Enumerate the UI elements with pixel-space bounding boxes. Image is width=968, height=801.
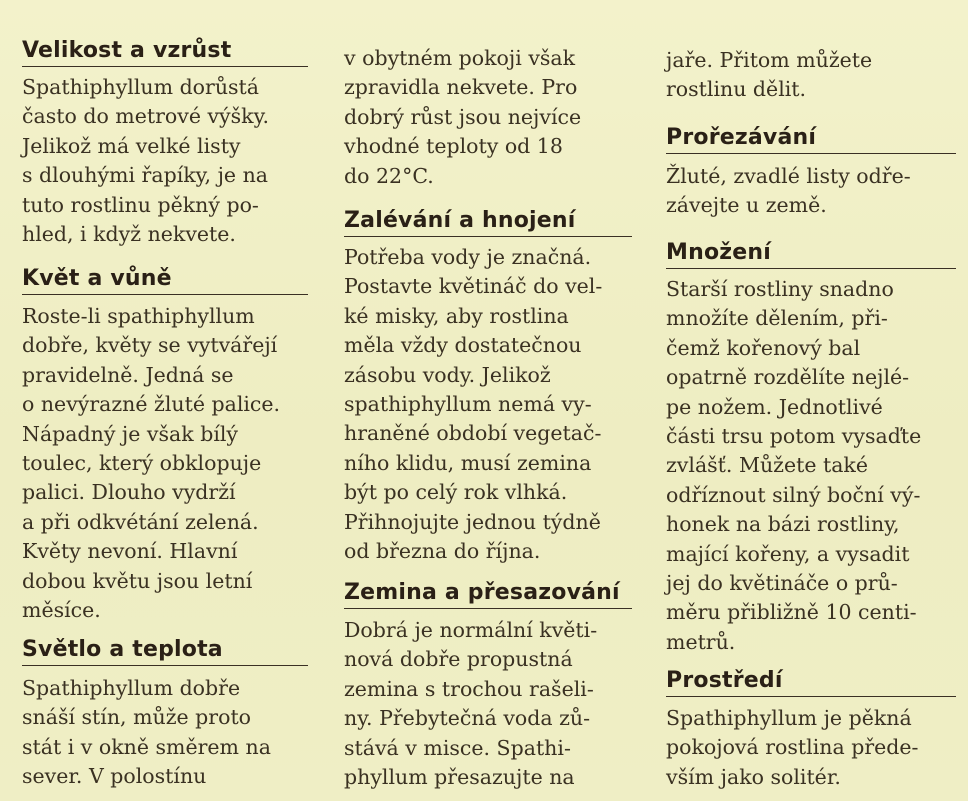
text-line: měla vždy dostatečnou [344,333,582,358]
text-line: vhodné teploty od 18 [344,134,563,159]
heading-prostredi: Prostředí [666,668,956,697]
text-line: ny. Přebytečná voda zů- [344,706,591,731]
text-line: opatrně rozdělíte nejlé- [666,365,910,390]
text-line: Potřeba vody je značná. [344,245,592,269]
text-line: v obytném pokoji však [344,46,576,70]
text-mnozeni [666,275,956,657]
text-svetlo [22,674,308,792]
text-line: dobrý růst jsou nejvíce [344,104,582,129]
heading-kvet: Květ a vůně [22,266,308,295]
text-line: metrů. [666,629,736,654]
text-zalevani [344,243,632,566]
text-line: od března do října. [344,539,541,564]
text-line: nová dobře propustná [344,647,573,672]
text-line: dobře, květy se vytvářejí [22,333,278,358]
text-line: Jelikož má velké listy [22,133,241,158]
text-line: Nápadný je však bílý [22,421,239,446]
text-line: s dlouhými řapíky, je na [22,163,268,188]
text-line: pokojová rostlina přede- [666,735,919,760]
text-line: pe nožem. Jednotlivé [666,394,883,419]
text-velikost [22,73,308,249]
text-line: měsíce. [22,598,101,623]
text-line: Spathiphyllum dorůstá [22,75,260,99]
heading-svetlo: Světlo a teplota [22,637,308,666]
text-line: Spathiphyllum dobře [22,676,241,700]
heading-mnozeni: Množení [666,240,956,269]
heading-zalevani: Zalévání a hnojení [344,208,632,237]
text-line: phyllum přesazujte na [344,765,575,790]
text-zemina-cont [666,46,956,105]
text-line: hraněné období vegetač- [344,421,602,446]
text-line: dobou květu jsou letní [22,568,253,593]
text-line: tuto rostlinu pěkný po- [22,192,259,217]
text-kvet [22,302,308,625]
text-line: množíte dělením, při- [666,306,888,331]
text-svetlo-cont [344,44,632,191]
text-line: odříznout silný boční vý- [666,482,921,507]
text-line: stává v misce. Spathi- [344,735,571,760]
text-line: mající kořeny, a vysadit [666,541,910,566]
text-line: hled, i když nekvete. [22,222,236,247]
heading-prorezavani: Prořezávání [666,125,956,154]
text-line: měru přibližně 10 centi- [666,600,917,625]
text-line: zpravidla nekvete. Pro [344,75,578,100]
heading-zemina: Zemina a přesazování [344,580,632,609]
text-line: zásobu vody. Jelikož [344,362,551,387]
text-line: pravidelně. Jedná se [22,362,234,387]
text-line: a při odkvétání zelená. [22,509,259,534]
text-line: jej do květináče o prů- [666,571,898,596]
text-line: Spathiphyllum je pěkná [666,706,912,730]
text-line: být po celý rok vlhká. [344,480,568,505]
text-line: Dobrá je normální květi- [344,618,598,642]
text-line: Květy nevoní. Hlavní [22,539,238,564]
text-line: části trsu potom vysaďte [666,424,922,449]
text-line: ké misky, aby rostlina [344,303,569,328]
text-line: Starší rostliny snadno [666,277,894,301]
text-line: čemž kořenový bal [666,335,861,360]
text-line: toulec, který obklopuje [22,451,262,476]
text-line: jaře. Přitom můžete [666,48,873,72]
text-line: zvlášť. Můžete také [666,453,868,478]
text-line: snáší stín, může proto [22,705,252,730]
text-zemina [344,616,632,792]
text-line: Žluté, zvadlé listy odře- [666,164,911,188]
text-line: do 22°C. [344,163,434,188]
text-line: Roste-li spathiphyllum [22,304,255,328]
text-prostredi [666,704,956,792]
text-line: často do metrové výšky. [22,104,269,129]
text-prorezavani [666,162,956,221]
text-line: Přihnojujte jednou týdně [344,509,601,534]
text-line: honek na bázi rostliny, [666,512,900,537]
text-line: palici. Dlouho vydrží [22,480,236,505]
text-line: stát i v okně směrem na [22,734,271,759]
text-line: sever. V polostínu [22,764,207,789]
text-line: spathiphyllum nemá vy- [344,392,592,417]
text-line: ního klidu, musí zemina [344,450,592,475]
text-line: zemina s trochou rašeli- [344,676,594,701]
text-line: rostlinu dělit. [666,77,807,102]
text-line: o nevýrazné žluté palice. [22,392,281,417]
heading-velikost: Velikost a vzrůst [22,38,308,67]
text-line: závejte u země. [666,193,827,218]
text-line: vším jako solitér. [666,764,841,789]
text-line: Postavte květináč do vel- [344,274,603,299]
